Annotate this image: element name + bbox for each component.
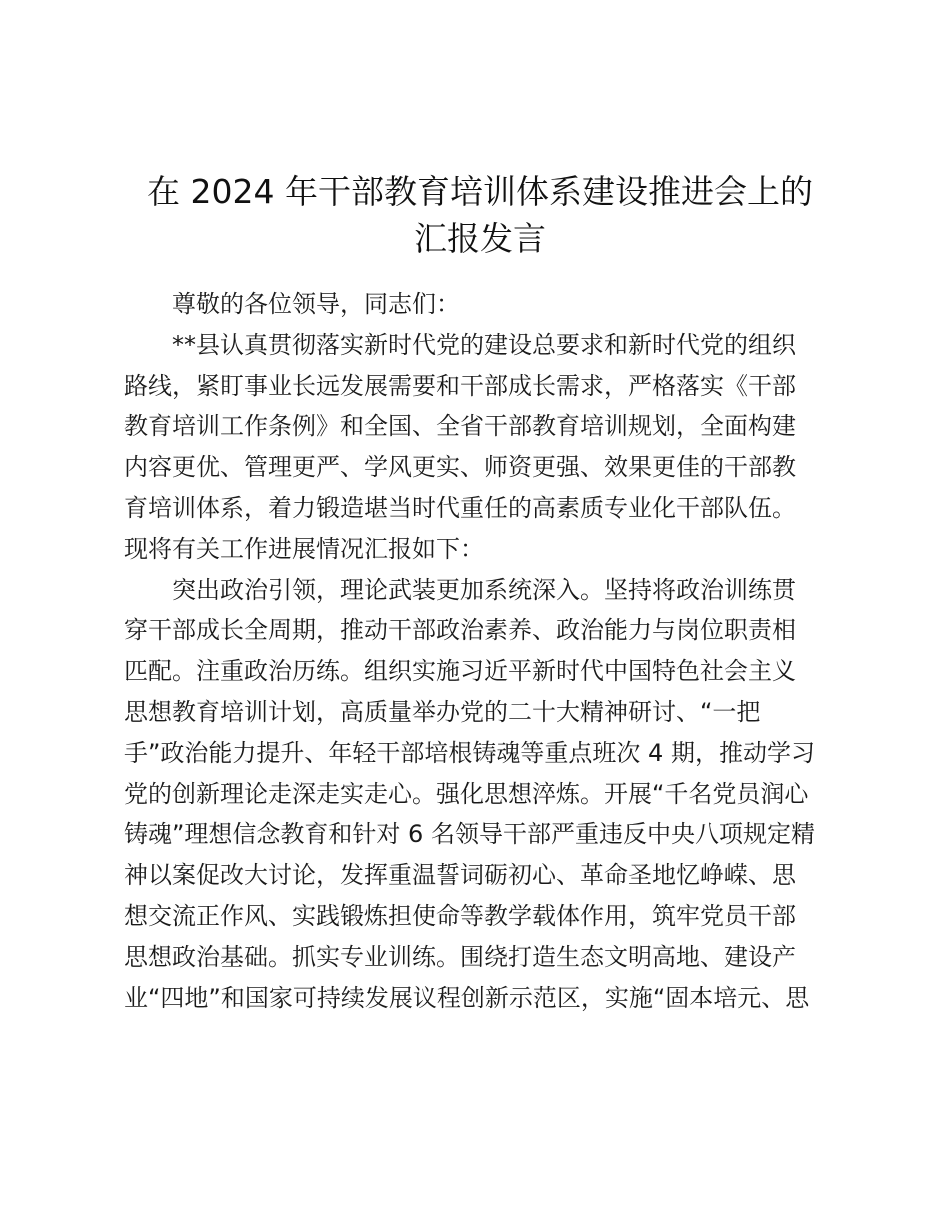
paragraph-1-line: 路线，紧盯事业长远发展需要和干部成长需求，严格落实《干部 <box>124 371 796 400</box>
paragraph-2-line: 手”政治能力提升、年轻干部培根铸魂等重点班次 4 期，推动学习 <box>124 738 815 767</box>
salutation: 尊敬的各位领导，同志们： <box>172 290 460 318</box>
paragraph-2-line: 穿干部成长全周期，推动干部政治素养、政治能力与岗位职责相 <box>124 616 796 645</box>
paragraph-1-line: 育培训体系，着力锻造堪当时代重任的高素质专业化干部队伍。 <box>124 493 796 522</box>
paragraph-2-line: 神以案促改大讨论，发挥重温誓词砺初心、革命圣地忆峥嵘、思 <box>124 861 796 890</box>
document-title <box>110 168 850 262</box>
paragraph-1-line: 教育培训工作条例》和全国、全省干部教育培训规划，全面构建 <box>124 412 796 441</box>
paragraph-2-line: 铸魂”理想信念教育和针对 6 名领导干部严重违反中央八项规定精 <box>124 820 815 849</box>
paragraph-2-line: 突出政治引领，理论武装更加系统深入。坚持将政治训练贯 <box>172 575 796 604</box>
paragraph-1-line: 现将有关工作进展情况汇报如下： <box>124 534 484 563</box>
paragraph-2-line: 党的创新理论走深走实走心。强化思想淬炼。开展“千名党员润心 <box>124 779 809 808</box>
paragraph-2-line: 思想政治基础。抓实专业训练。围绕打造生态文明高地、建设产 <box>124 942 796 971</box>
paragraph-2-line: 想交流正作风、实践锻炼担使命等教学载体作用，筑牢党员干部 <box>124 901 796 930</box>
paragraph-2-line: 业“四地”和国家可持续发展议程创新示范区，实施“固本培元、思 <box>124 983 810 1012</box>
paragraph-2-line: 思想教育培训计划，高质量举办党的二十大精神研讨、“一把 <box>124 697 761 726</box>
document-body <box>124 284 844 1018</box>
paragraph-2-line: 匹配。注重政治历练。组织实施习近平新时代中国特色社会主义 <box>124 657 796 686</box>
title-line-1: 在 2024 年干部教育培训体系建设推进会上的 <box>147 172 813 211</box>
paragraph-1-line: 内容更优、管理更严、学风更实、师资更强、效果更佳的干部教 <box>124 453 796 482</box>
title-line-2: 汇报发言 <box>414 219 546 258</box>
paragraph-1-line: **县认真贯彻落实新时代党的建设总要求和新时代党的组织 <box>172 330 796 359</box>
